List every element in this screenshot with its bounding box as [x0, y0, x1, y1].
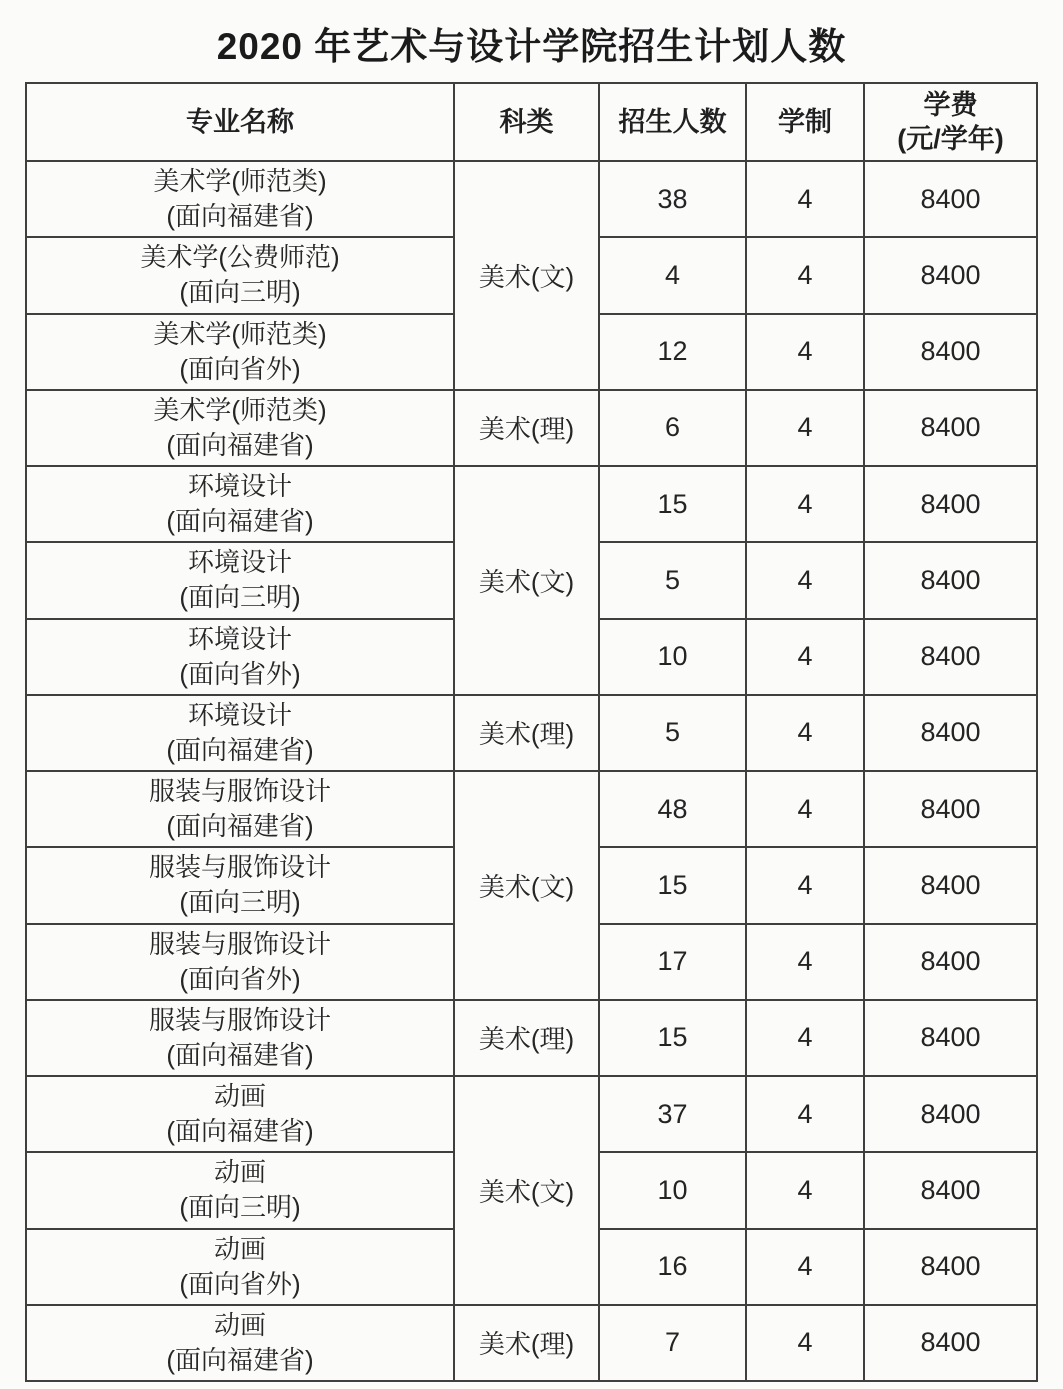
enrollment-cell: 38 [599, 161, 746, 237]
major-scope: (面向福建省) [166, 1039, 314, 1070]
major-name: 动画 [213, 1081, 266, 1112]
major-name: 美术学(师范类) [153, 318, 327, 349]
major-cell [26, 1229, 454, 1305]
tuition-cell: 8400 [864, 1000, 1037, 1076]
page-title: 2020 年艺术与设计学院招生计划人数 [216, 26, 847, 67]
major-name: 环境设计 [187, 699, 292, 730]
category-cell: 美术(文) [454, 771, 599, 1000]
tuition-cell: 8400 [864, 314, 1037, 390]
major-name: 美术学(公费师范) [140, 242, 340, 273]
major-scope: (面向省外) [179, 353, 301, 384]
tuition-cell: 8400 [864, 161, 1037, 237]
duration-cell: 4 [746, 924, 864, 1000]
tuition-cell: 8400 [864, 542, 1037, 618]
duration-cell: 4 [746, 1076, 864, 1152]
tuition-cell: 8400 [864, 771, 1037, 847]
major-cell [26, 924, 454, 1000]
enrollment-cell: 5 [599, 695, 746, 771]
major-scope: (面向福建省) [166, 1344, 314, 1375]
major-scope: (面向福建省) [166, 734, 314, 765]
tuition-cell: 8400 [864, 1229, 1037, 1305]
major-scope: (面向省外) [179, 963, 301, 994]
category-cell: 美术(理) [454, 695, 599, 771]
major-name: 美术学(师范类) [153, 394, 327, 425]
major-scope: (面向福建省) [166, 811, 314, 842]
header-enrollment: 招生人数 [599, 83, 746, 161]
table-row [26, 1076, 1037, 1152]
duration-cell: 4 [746, 1000, 864, 1076]
tuition-cell: 8400 [864, 1152, 1037, 1228]
enrollment-cell: 17 [599, 924, 746, 1000]
major-cell [26, 237, 454, 313]
category-cell: 美术(文) [454, 1076, 599, 1305]
tuition-cell: 8400 [864, 390, 1037, 466]
major-scope: (面向三明) [179, 582, 301, 613]
header-major: 专业名称 [26, 83, 454, 161]
duration-cell: 4 [746, 771, 864, 847]
enrollment-cell: 48 [599, 771, 746, 847]
header-tuition [864, 83, 1037, 161]
major-scope: (面向省外) [179, 658, 301, 689]
major-name: 环境设计 [187, 547, 292, 578]
duration-cell: 4 [746, 1152, 864, 1228]
duration-cell: 4 [746, 1229, 864, 1305]
header-row [26, 83, 1037, 161]
major-cell [26, 161, 454, 237]
table-row [26, 695, 1037, 771]
duration-cell: 4 [746, 314, 864, 390]
major-cell [26, 390, 454, 466]
table-row [26, 466, 1037, 542]
major-cell [26, 542, 454, 618]
enrollment-cell: 15 [599, 466, 746, 542]
category-cell: 美术(理) [454, 1000, 599, 1076]
tuition-cell: 8400 [864, 466, 1037, 542]
major-scope: (面向省外) [179, 1268, 301, 1299]
major-name: 服装与服饰设计 [148, 1004, 331, 1035]
table-row [26, 161, 1037, 237]
enrollment-cell: 7 [599, 1305, 746, 1381]
header-tuition-line2: (元/学年) [897, 124, 1004, 154]
tuition-cell: 8400 [864, 847, 1037, 923]
tuition-cell: 8400 [864, 924, 1037, 1000]
enrollment-plan-table [25, 82, 1038, 1382]
major-cell [26, 1076, 454, 1152]
enrollment-cell: 10 [599, 619, 746, 695]
major-name: 环境设计 [187, 471, 292, 502]
major-scope: (面向福建省) [166, 1116, 314, 1147]
enrollment-cell: 37 [599, 1076, 746, 1152]
table-row [26, 1305, 1037, 1381]
major-name: 动画 [213, 1233, 266, 1264]
tuition-cell: 8400 [864, 619, 1037, 695]
major-scope: (面向三明) [179, 1192, 301, 1223]
header-duration: 学制 [746, 83, 864, 161]
duration-cell: 4 [746, 695, 864, 771]
header-tuition-line1: 学费 [923, 90, 978, 120]
major-cell [26, 847, 454, 923]
enrollment-cell: 16 [599, 1229, 746, 1305]
major-name: 动画 [213, 1309, 266, 1340]
major-scope: (面向三明) [179, 887, 301, 918]
table-row [26, 390, 1037, 466]
enrollment-cell: 15 [599, 1000, 746, 1076]
category-cell: 美术(理) [454, 390, 599, 466]
duration-cell: 4 [746, 390, 864, 466]
major-cell [26, 314, 454, 390]
enrollment-cell: 6 [599, 390, 746, 466]
major-cell [26, 1305, 454, 1381]
duration-cell: 4 [746, 619, 864, 695]
enrollment-cell: 10 [599, 1152, 746, 1228]
major-scope: (面向福建省) [166, 201, 314, 232]
table-row [26, 771, 1037, 847]
header-category: 科类 [454, 83, 599, 161]
duration-cell: 4 [746, 161, 864, 237]
major-name: 服装与服饰设计 [148, 852, 331, 883]
category-cell: 美术(文) [454, 161, 599, 390]
major-scope: (面向福建省) [166, 506, 314, 537]
duration-cell: 4 [746, 466, 864, 542]
major-scope: (面向三明) [179, 277, 301, 308]
major-cell [26, 1000, 454, 1076]
duration-cell: 4 [746, 1305, 864, 1381]
tuition-cell: 8400 [864, 1305, 1037, 1381]
major-cell [26, 619, 454, 695]
enrollment-cell: 15 [599, 847, 746, 923]
enrollment-cell: 12 [599, 314, 746, 390]
tuition-cell: 8400 [864, 1076, 1037, 1152]
major-name: 服装与服饰设计 [148, 928, 331, 959]
category-cell: 美术(理) [454, 1305, 599, 1381]
major-cell [26, 466, 454, 542]
enrollment-cell: 4 [599, 237, 746, 313]
major-name: 动画 [213, 1157, 266, 1188]
enrollment-cell: 5 [599, 542, 746, 618]
major-cell [26, 771, 454, 847]
duration-cell: 4 [746, 542, 864, 618]
table-row [26, 1000, 1037, 1076]
major-name: 美术学(师范类) [153, 166, 327, 197]
major-cell [26, 695, 454, 771]
duration-cell: 4 [746, 847, 864, 923]
tuition-cell: 8400 [864, 237, 1037, 313]
major-scope: (面向福建省) [166, 429, 314, 460]
category-cell: 美术(文) [454, 466, 599, 695]
major-cell [26, 1152, 454, 1228]
duration-cell: 4 [746, 237, 864, 313]
major-name: 服装与服饰设计 [148, 776, 331, 807]
major-name: 环境设计 [187, 623, 292, 654]
tuition-cell: 8400 [864, 695, 1037, 771]
